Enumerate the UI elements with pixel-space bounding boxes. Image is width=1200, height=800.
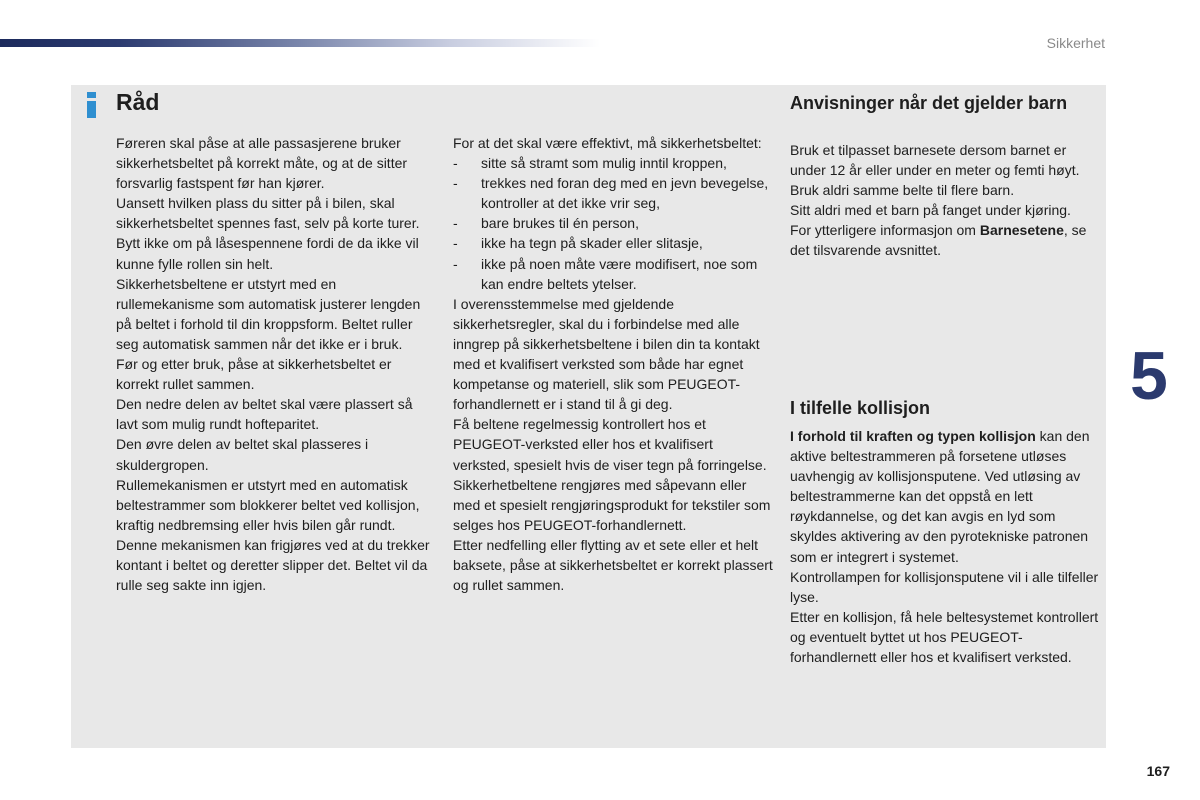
paragraph: Uansett hvilken plass du sitter på i bilen, skal sikkerhetsbeltet spennes fast, selv på korte turer.: [116, 195, 420, 232]
header-gradient-bar: [0, 39, 600, 47]
paragraph: Bruk et tilpasset barnesete dersom barnet er under 12 år eller under en meter og femti høyt.: [790, 142, 1080, 179]
child-seats-link-text: Barnesetene: [979, 222, 1064, 239]
collision-section: [790, 426, 1102, 667]
paragraph: Før og etter bruk, påse at sikkerhetsbeltet er korrekt rullet sammen.: [116, 356, 392, 393]
list-item: - ikke på noen måte være modifisert, noe som kan endre beltets ytelser.: [453, 255, 758, 292]
advice-column-1: [116, 133, 431, 595]
paragraph: Etter nedfelling eller flytting av et sete eller et helt baksete, påse at sikkerhetsbeltet er korrekt plassert og rullet sammen.: [453, 536, 773, 594]
list-item: - ikke ha tegn på skader eller slitasje,: [453, 235, 703, 252]
children-section: [790, 140, 1102, 261]
paragraph: Etter en kollisjon, få hele beltesystemet kontrollert og eventuelt byttet ut hos PEUGEOT-forhandlernett eller hos et kvalifisert verksted.: [790, 608, 1099, 666]
belt-requirements-list: [453, 153, 773, 294]
paragraph: Rullemekanismen er utstyrt med en automatisk beltestrammer som blokkerer beltet ved kollisjon, kraftig nedbremsing eller hvis bilen går rundt. Denne mekanismen kan frigjøres ved at du trekker kontant i beltet og deretter slipper det. Beltet vil da rulle seg sakte inn igjen.: [116, 476, 430, 594]
chapter-number: 5: [1130, 338, 1168, 414]
paragraph: Få beltene regelmessig kontrollert hos et PEUGEOT-verksted eller hos et kvalifisert verksted, spesielt hvis de viser tegn på forringelse.: [453, 416, 767, 473]
advice-column-2: [453, 133, 773, 595]
children-heading: Anvisninger når det gjelder barn: [790, 93, 1068, 113]
paragraph: Den øvre delen av beltet skal plasseres i skuldergropen.: [116, 436, 369, 473]
paragraph: I forhold til kraften og typen kollisjon kan den aktive beltestrammeren på forsetene utløses uavhengig av kollisjonsputene. Ved utløsing av beltestrammerne kan det oppstå en lett røykdannelse, og det kan avgis en lyd som skyldes aktivering av den pyrotekniske patronen som er integrert i systemet.: [790, 428, 1090, 565]
paragraph: Sitt aldri med et barn på fanget under kjøring.: [790, 202, 1071, 219]
list-item: - sitte så stramt som mulig inntil kroppen,: [453, 155, 727, 172]
paragraph: For ytterligere informasjon om Barnesetene, se det tilsvarende avsnittet.: [790, 222, 1087, 259]
section-title: Sikkerhet: [1046, 35, 1105, 51]
list-item: - bare brukes til én person,: [453, 215, 639, 232]
page-number: 167: [1146, 763, 1170, 779]
paragraph: Bruk aldri samme belte til flere barn.: [790, 182, 1015, 199]
page-title: Råd: [116, 89, 160, 115]
paragraph: Bytt ikke om på låsespennene fordi de da ikke vil kunne fylle rollen sin helt.: [116, 235, 419, 272]
paragraph: Sikkerhetsbeltene er utstyrt med en rullemekanisme som automatisk justerer lengden på beltet i forhold til din kroppsform. Beltet ruller seg automatisk sammen når det ikke er i bruk.: [116, 275, 421, 352]
paragraph: Kontrollampen for kollisjonsputene vil i alle tilfeller lyse.: [790, 568, 1099, 605]
paragraph: Den nedre delen av beltet skal være plassert så lavt som mulig rundt hofteparitet.: [116, 396, 413, 433]
list-item: - trekkes ned foran deg med en jevn bevegelse, kontroller at det ikke vrir seg,: [453, 175, 769, 212]
paragraph: Føreren skal påse at alle passasjerene bruker sikkerhetsbeltet på korrekt måte, og at de sitter forsvarlig fastspent før han kjører.: [116, 135, 408, 192]
collision-heading: I tilfelle kollisjon: [790, 398, 931, 418]
paragraph: Sikkerhetbeltene rengjøres med såpevann eller med et spesielt rengjøringsprodukt for tekstiler som selges hos PEUGEOT-forhandlernett.: [453, 476, 771, 533]
paragraph: For at det skal være effektivt, må sikkerhetsbeltet:: [453, 135, 762, 151]
info-icon: [86, 92, 97, 118]
paragraph: I overensstemmelse med gjeldende sikkerhetsregler, skal du i forbindelse med alle inngrep på sikkerhetsbeltene i bilen din ta kontakt med et kvalifisert verksted som både har egnet kompetanse og materiell, slik som PEUGEOT-forhandlernett er i stand til å gi deg.: [453, 295, 760, 413]
